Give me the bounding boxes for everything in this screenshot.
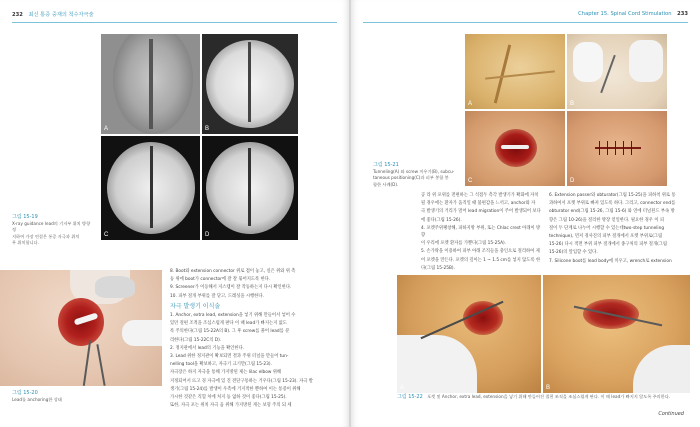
figure-15-20-caption [12,390,162,403]
procedure-text: 생기(그림 15-24)를 발생이 우측에 거지적한 뿐하여 이는 통증이 위해 [170,386,301,392]
figure-15-21-title: 그림 15-21 [373,162,399,168]
xray-panel-c [101,136,200,240]
top-rule [12,22,337,23]
body-line: 6. Extension passer와 obturator(그림 15-25)을 피하척 위로 통 [549,193,676,198]
figure-15-22-caption [397,394,690,400]
right-chapter-title: Chapter 15. Spinal Cord Stimulation [578,11,672,17]
caption-line: 무 위치합니다. [12,239,39,245]
xray-panel-a [101,34,200,134]
right-running-head [578,11,688,17]
surgery-photo-d [567,111,667,186]
procedure-text: 3. Lead 위한 정지관이 확보되면 결과 주위 터널을 만들어 tun- [170,354,289,360]
body-line: 7. Silicone boot를 lead body에 끼우고, wrench로 extension [549,258,672,264]
xray-label-c: C [104,232,109,238]
body-line: 15-26) 다시 적면 부위 피부 절개에서 종구처의 피부 절개(그림 [549,242,668,248]
body-line: 극 발생기의 거리가 멀어 lead migration이 주어 발생되어 보다 [421,209,541,215]
step-text: 8. Boot와 extension connector 위로 점이 놓고, 실은 위와 위 측 [170,269,296,274]
section-heading: 자극 발생기 이식술 [170,302,221,310]
procedure-text: 1. Anchor, extra lead, extension을 넣기 위해 만들어서 넣어 수 [170,313,296,319]
photo-label-22b: B [546,385,551,391]
body-line: obturator end(그림 15-26, 그림 15-6) 와 연에 터널된드 부속 방 [549,209,675,215]
right-page [351,0,700,427]
body-line: 15-26)의 앞입할 수 있다. [549,250,598,256]
caption-line: X-ray guidance lead의 기저부 위치 방향정 [12,221,91,233]
body-line: 어 포켓을 만든다. 포켓의 깊이는 1 ~ 1.5 cm를 넣지 않도록 한 [421,257,541,263]
surgery-photo-22b [543,275,690,393]
procedure-text: 록 주의한다(그림 15-22A의 B). 그 후 screw를 풀어 lead를 분 [170,329,290,335]
step-text: 등 위에 boot가 connector에 잘 잘 묶어지도록 한다. [170,277,271,283]
photo-label-a: A [468,101,473,107]
caption-line: 포켓 및 Anchor, extra lead, extension을 넣기 위해 만들어진 절편 조직을 조심스럽게 판다. 이 때 lead가 빠지지 않도록 주의한다. [427,394,671,399]
xray-panel-d [202,136,298,240]
procedure-text: 자극장은 하지 자극을 통해 가지방된 제는 lilac elbow 위해 [170,370,282,376]
body-line: 될 경우에는 환자가 움직일 때 불편감을 느끼고, anchor와 자 [421,201,536,207]
xray-panel-b [202,34,298,134]
figure-15-22-title: 그림 15-22 [397,394,423,400]
procedure-text: 있던 절편 조적을 조심스럽게 판다 이 때 lead가 빠지는지 없도 [170,321,287,327]
right-body-column-2 [549,192,689,266]
photo-label-d: D [570,178,575,184]
body-line: 과하여서 포켓 부위로 빠져 있도록 하다. 그리고, connector end를 [549,201,676,207]
step-text: 9. Screener가 이동해서 지스템이 잘 작동하는지 다시 확인한다. [170,285,292,291]
caption-line: Lead를 anchoring한 상태 [12,397,62,403]
surgery-photo-b [567,34,667,109]
caption-line: Tunneling(A) 와 screw 끼우기(B), subcu- [373,169,455,175]
procedure-text: 리한다(그림 15-22C의 D). [170,337,222,343]
body-line: 에 좋다(그림 15-26). [421,217,462,223]
right-body-column-1 [421,192,541,273]
figure-15-21-caption [373,162,461,188]
procedure-text: 또한, 자극 포는 위치 자극 음 위해 가지방된 게는 보형 주의 되 세 [170,403,292,409]
body-line: 다(그림 15-25B). [421,265,455,271]
surgery-photo-22a [397,275,541,393]
body-line: 절이 두 단계로 나누어 시행할 수 있는데two-step tunneling [549,225,665,231]
xray-label-b: B [205,126,210,132]
procedure-text: nelling tool을 확보하고, 자극기 크기만(그림 15-23). [170,362,272,368]
procedure-text: 지정되어서 뜨고 경 자극에 있 진 전단구통하는 거우다(그림 15-23). 자극 발 [170,378,313,384]
body-line: technique), 먼저 경사진의 피부 절개에서 포켓 부위로(그림 [549,234,663,240]
procedure-text: 2. 정지관에서 lead의 기능을 확인한다. [170,345,245,351]
body-line: 5. 손가락을 이용하여 피부 아래 조직들을 충인으로 절리하여 제 [421,249,540,255]
surgery-photo-c [465,111,565,186]
step-text: 10. 피부 절개 부위를 잘 닫고, 드레싱을 시행한다. [170,293,264,299]
caption-line: 지하여 가장 연결은 통증 자극과 위치 [12,233,80,239]
left-body-column [170,268,340,410]
body-line: 공 라 위 포위를 전편하는 그 석점두 측각 발생기가 확화에 자치 [421,193,539,198]
figure-15-20-title: 그림 15-20 [12,390,38,396]
procedure-text: 가시한 것같은 직혈 처에 처지 등 없하 것이 좋다(그림 15-25). [170,395,287,401]
figure-15-19-title: 그림 15-19 [12,214,38,220]
xray-label-a: A [104,126,109,132]
top-rule [363,22,688,23]
body-line: 4. 포켓주위팽창해, 피하지방 부위, 또는 Chlac crest 아래이 방향 [421,225,541,239]
photo-label-b: B [570,101,575,107]
left-page [0,0,349,427]
caption-line: taneous positioning(C)과 피부 봉합 봉 [373,175,449,181]
caption-line: 합한 사례(D). [373,181,399,187]
figure-15-19-caption [12,214,92,246]
photo-label-22a: A [400,385,405,391]
xray-label-d: D [205,232,210,238]
left-running-head [12,11,94,18]
continued-label: Continued [658,411,684,417]
surgery-photo-a [465,34,565,109]
right-page-number: 233 [677,11,688,17]
surgical-photo-anchoring [0,270,162,386]
left-page-number: 232 [12,12,23,18]
body-line: 향은 그림 10-26)을 절리한 방장 얻일한다. 필요한 경우 이 피 [549,217,664,223]
body-line: 이 우리에 포켓 환자를 가뿐다(그림 15-25A). [421,241,507,247]
photo-label-c: C [468,178,473,184]
left-chapter-title: 최신 통증 중재의 척수자극술 [28,12,94,18]
